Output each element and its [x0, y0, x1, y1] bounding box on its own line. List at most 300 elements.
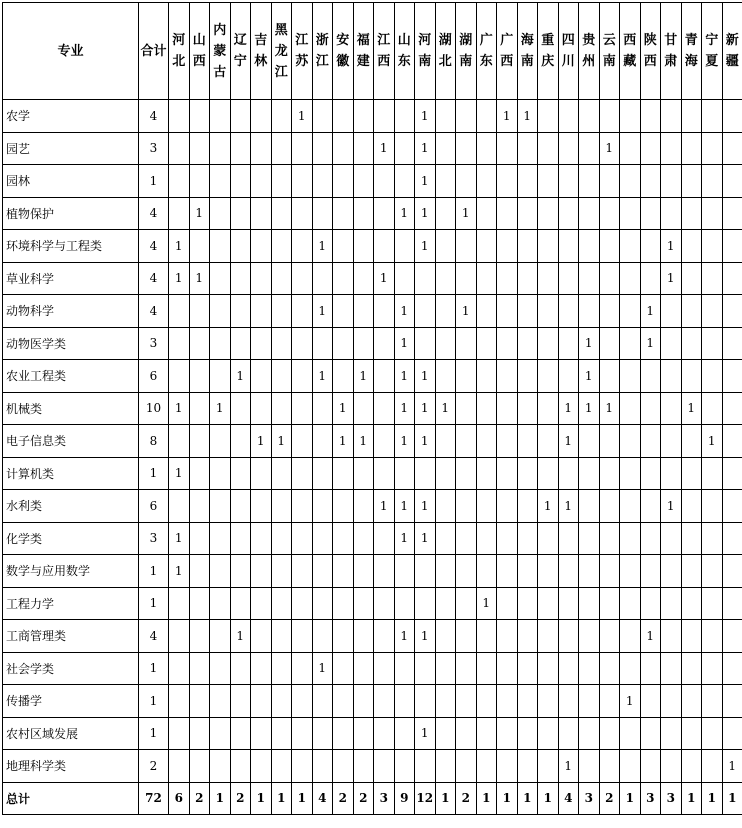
count-cell: [558, 165, 579, 198]
count-cell: [681, 717, 702, 750]
count-cell: [517, 262, 538, 295]
count-cell: [517, 587, 538, 620]
count-cell: [702, 230, 723, 263]
row-total: 6: [139, 360, 169, 393]
count-cell: [558, 100, 579, 133]
row-total: 1: [139, 717, 169, 750]
table-row: [3, 132, 742, 165]
count-cell: [517, 327, 538, 360]
count-cell: [312, 522, 333, 555]
count-cell: [333, 652, 354, 685]
count-cell: [579, 100, 600, 133]
count-cell: [599, 327, 620, 360]
table-row: [3, 555, 742, 588]
count-cell: [722, 132, 742, 165]
count-cell: [292, 230, 313, 263]
count-cell: [476, 425, 497, 458]
count-cell: [661, 165, 682, 198]
count-cell: [435, 132, 456, 165]
count-cell: 1: [661, 230, 682, 263]
count-cell: [251, 360, 272, 393]
count-cell: [230, 197, 251, 230]
count-cell: [169, 165, 190, 198]
count-cell: [599, 620, 620, 653]
count-cell: [620, 262, 641, 295]
count-cell: [456, 230, 477, 263]
count-cell: [435, 490, 456, 523]
row-total: 1: [139, 587, 169, 620]
table-row: [3, 197, 742, 230]
count-cell: 1: [394, 327, 415, 360]
count-cell: [312, 620, 333, 653]
row-total: 1: [139, 685, 169, 718]
count-cell: [640, 392, 661, 425]
count-cell: [415, 295, 436, 328]
header-province: 山东: [394, 3, 415, 100]
count-cell: [456, 490, 477, 523]
count-cell: [681, 490, 702, 523]
count-cell: [353, 652, 374, 685]
count-cell: [661, 132, 682, 165]
count-cell: 1: [435, 782, 456, 814]
count-cell: [579, 587, 600, 620]
count-cell: 1: [415, 522, 436, 555]
count-cell: [374, 327, 395, 360]
count-cell: [640, 132, 661, 165]
header-row: [3, 3, 742, 100]
count-cell: [620, 295, 641, 328]
count-cell: 9: [394, 782, 415, 814]
count-cell: 1: [681, 392, 702, 425]
table-row: [3, 425, 742, 458]
count-cell: [517, 620, 538, 653]
count-cell: [702, 522, 723, 555]
count-cell: [230, 685, 251, 718]
count-cell: [251, 295, 272, 328]
header-province: 新疆: [722, 3, 742, 100]
count-cell: [722, 555, 742, 588]
count-cell: [681, 750, 702, 783]
count-cell: [661, 685, 682, 718]
count-cell: [374, 522, 395, 555]
count-cell: 1: [169, 262, 190, 295]
count-cell: [661, 555, 682, 588]
count-cell: [169, 360, 190, 393]
count-cell: [292, 490, 313, 523]
count-cell: 1: [558, 392, 579, 425]
count-cell: [702, 100, 723, 133]
count-cell: [169, 327, 190, 360]
count-cell: [251, 717, 272, 750]
count-cell: [271, 555, 292, 588]
count-cell: [599, 295, 620, 328]
count-cell: [230, 165, 251, 198]
count-cell: [189, 685, 210, 718]
header-province: 广西: [497, 3, 518, 100]
count-cell: [169, 197, 190, 230]
count-cell: [456, 457, 477, 490]
count-cell: [538, 295, 559, 328]
count-cell: [599, 685, 620, 718]
count-cell: [640, 652, 661, 685]
count-cell: 3: [374, 782, 395, 814]
major-name: 园林: [3, 165, 139, 198]
count-cell: [189, 457, 210, 490]
count-cell: [394, 685, 415, 718]
count-cell: [722, 652, 742, 685]
row-total: 1: [139, 165, 169, 198]
count-cell: [415, 555, 436, 588]
count-cell: [271, 717, 292, 750]
count-cell: [599, 457, 620, 490]
count-cell: 1: [230, 360, 251, 393]
count-cell: 3: [579, 782, 600, 814]
count-cell: [189, 555, 210, 588]
count-cell: [681, 327, 702, 360]
count-cell: [456, 555, 477, 588]
major-name: 动物科学: [3, 295, 139, 328]
count-cell: 1: [558, 750, 579, 783]
count-cell: 1: [415, 360, 436, 393]
count-cell: [517, 295, 538, 328]
count-cell: [497, 392, 518, 425]
count-cell: [661, 620, 682, 653]
header-province: 浙江: [312, 3, 333, 100]
count-cell: [271, 392, 292, 425]
count-cell: [681, 555, 702, 588]
count-cell: [312, 262, 333, 295]
count-cell: [579, 685, 600, 718]
count-cell: [415, 262, 436, 295]
count-cell: [251, 100, 272, 133]
count-cell: 6: [169, 782, 190, 814]
count-cell: [579, 295, 600, 328]
count-cell: [271, 620, 292, 653]
row-total: 72: [139, 782, 169, 814]
table-row: [3, 262, 742, 295]
count-cell: [517, 685, 538, 718]
count-cell: [210, 457, 231, 490]
count-cell: [538, 197, 559, 230]
count-cell: [620, 717, 641, 750]
enrollment-table: [2, 2, 742, 815]
count-cell: [476, 360, 497, 393]
count-cell: [476, 555, 497, 588]
count-cell: [681, 457, 702, 490]
count-cell: 1: [333, 425, 354, 458]
count-cell: [435, 230, 456, 263]
row-total: 10: [139, 392, 169, 425]
count-cell: [497, 165, 518, 198]
count-cell: [456, 685, 477, 718]
count-cell: [681, 165, 702, 198]
count-cell: [579, 132, 600, 165]
table-row: [3, 587, 742, 620]
count-cell: [538, 587, 559, 620]
count-cell: [210, 490, 231, 523]
count-cell: [538, 327, 559, 360]
count-cell: [230, 555, 251, 588]
count-cell: [640, 555, 661, 588]
count-cell: [640, 360, 661, 393]
count-cell: [681, 587, 702, 620]
count-cell: [415, 685, 436, 718]
count-cell: [312, 750, 333, 783]
count-cell: [497, 490, 518, 523]
table-row: [3, 392, 742, 425]
count-cell: [599, 717, 620, 750]
count-cell: [271, 100, 292, 133]
count-cell: [210, 132, 231, 165]
count-cell: [230, 230, 251, 263]
count-cell: [579, 522, 600, 555]
count-cell: [681, 197, 702, 230]
count-cell: [620, 750, 641, 783]
count-cell: [558, 685, 579, 718]
major-name: 计算机类: [3, 457, 139, 490]
count-cell: 1: [333, 392, 354, 425]
count-cell: [538, 392, 559, 425]
count-cell: [210, 522, 231, 555]
count-cell: [476, 327, 497, 360]
count-cell: 1: [271, 425, 292, 458]
count-cell: 2: [456, 782, 477, 814]
count-cell: [722, 295, 742, 328]
count-cell: [497, 197, 518, 230]
count-cell: [292, 555, 313, 588]
count-cell: [722, 165, 742, 198]
count-cell: 1: [271, 782, 292, 814]
major-name: 草业科学: [3, 262, 139, 295]
count-cell: [271, 685, 292, 718]
count-cell: [456, 652, 477, 685]
header-total: 合计: [139, 3, 169, 100]
count-cell: [558, 717, 579, 750]
count-cell: [722, 522, 742, 555]
count-cell: [599, 262, 620, 295]
count-cell: 1: [640, 327, 661, 360]
count-cell: [702, 295, 723, 328]
count-cell: [435, 165, 456, 198]
count-cell: [661, 717, 682, 750]
count-cell: 1: [353, 360, 374, 393]
count-cell: 1: [558, 490, 579, 523]
count-cell: [312, 717, 333, 750]
count-cell: [374, 360, 395, 393]
count-cell: [169, 295, 190, 328]
count-cell: [702, 490, 723, 523]
table-row: [3, 100, 742, 133]
count-cell: 1: [251, 425, 272, 458]
count-cell: [476, 685, 497, 718]
count-cell: 1: [394, 197, 415, 230]
count-cell: [517, 522, 538, 555]
count-cell: 1: [456, 295, 477, 328]
count-cell: [189, 295, 210, 328]
count-cell: [435, 327, 456, 360]
count-cell: [251, 620, 272, 653]
count-cell: [456, 132, 477, 165]
count-cell: [189, 652, 210, 685]
count-cell: [333, 197, 354, 230]
count-cell: [189, 522, 210, 555]
count-cell: [353, 392, 374, 425]
major-name: 工商管理类: [3, 620, 139, 653]
table-body: [3, 100, 742, 815]
count-cell: [497, 717, 518, 750]
count-cell: [538, 132, 559, 165]
count-cell: [353, 165, 374, 198]
count-cell: 1: [640, 295, 661, 328]
count-cell: [210, 230, 231, 263]
count-cell: [558, 555, 579, 588]
count-cell: [210, 587, 231, 620]
count-cell: [497, 295, 518, 328]
count-cell: [702, 132, 723, 165]
major-name: 总计: [3, 782, 139, 814]
count-cell: 1: [620, 782, 641, 814]
count-cell: [333, 327, 354, 360]
count-cell: [620, 100, 641, 133]
count-cell: [435, 457, 456, 490]
count-cell: [271, 587, 292, 620]
row-total: 4: [139, 262, 169, 295]
count-cell: [251, 750, 272, 783]
count-cell: [210, 652, 231, 685]
count-cell: [517, 392, 538, 425]
count-cell: [476, 652, 497, 685]
count-cell: [251, 490, 272, 523]
count-cell: [189, 750, 210, 783]
count-cell: [640, 750, 661, 783]
count-cell: 1: [456, 197, 477, 230]
row-total: 3: [139, 132, 169, 165]
count-cell: [558, 197, 579, 230]
count-cell: [599, 652, 620, 685]
count-cell: [333, 685, 354, 718]
count-cell: [476, 717, 497, 750]
count-cell: [435, 425, 456, 458]
count-cell: 1: [374, 490, 395, 523]
count-cell: [497, 327, 518, 360]
count-cell: [435, 652, 456, 685]
count-cell: [169, 717, 190, 750]
row-total: 1: [139, 457, 169, 490]
count-cell: [292, 132, 313, 165]
count-cell: [374, 717, 395, 750]
count-cell: [722, 230, 742, 263]
count-cell: 1: [394, 490, 415, 523]
major-name: 传播学: [3, 685, 139, 718]
count-cell: [210, 555, 231, 588]
major-name: 农村区域发展: [3, 717, 139, 750]
count-cell: [640, 457, 661, 490]
count-cell: [497, 587, 518, 620]
row-total: 1: [139, 652, 169, 685]
count-cell: [681, 685, 702, 718]
count-cell: [538, 100, 559, 133]
count-cell: [169, 587, 190, 620]
count-cell: [538, 230, 559, 263]
major-name: 农业工程类: [3, 360, 139, 393]
count-cell: [599, 555, 620, 588]
table-row: [3, 360, 742, 393]
count-cell: [456, 100, 477, 133]
count-cell: [558, 620, 579, 653]
table-row: [3, 652, 742, 685]
count-cell: [497, 132, 518, 165]
header-province: 福建: [353, 3, 374, 100]
count-cell: [333, 522, 354, 555]
count-cell: [722, 360, 742, 393]
count-cell: 1: [620, 685, 641, 718]
count-cell: [210, 717, 231, 750]
count-cell: [620, 652, 641, 685]
count-cell: [456, 587, 477, 620]
header-province: 甘肃: [661, 3, 682, 100]
count-cell: [599, 750, 620, 783]
count-cell: [538, 522, 559, 555]
count-cell: [476, 490, 497, 523]
count-cell: [415, 327, 436, 360]
row-total: 6: [139, 490, 169, 523]
count-cell: [435, 587, 456, 620]
count-cell: [251, 587, 272, 620]
count-cell: 1: [435, 392, 456, 425]
count-cell: [333, 457, 354, 490]
count-cell: 1: [538, 490, 559, 523]
count-cell: [681, 295, 702, 328]
count-cell: [681, 132, 702, 165]
count-cell: [620, 360, 641, 393]
count-cell: [251, 165, 272, 198]
count-cell: [333, 490, 354, 523]
count-cell: [394, 717, 415, 750]
count-cell: [702, 750, 723, 783]
major-name: 水利类: [3, 490, 139, 523]
count-cell: 1: [312, 295, 333, 328]
count-cell: [497, 555, 518, 588]
count-cell: [476, 295, 497, 328]
count-cell: [558, 360, 579, 393]
count-cell: [579, 230, 600, 263]
header-province: 黑龙江: [271, 3, 292, 100]
count-cell: [189, 425, 210, 458]
count-cell: [599, 587, 620, 620]
count-cell: [230, 490, 251, 523]
count-cell: [333, 360, 354, 393]
count-cell: [292, 620, 313, 653]
count-cell: [251, 262, 272, 295]
count-cell: [210, 100, 231, 133]
count-cell: [251, 652, 272, 685]
count-cell: 1: [415, 620, 436, 653]
count-cell: [435, 100, 456, 133]
count-cell: [251, 327, 272, 360]
count-cell: [517, 717, 538, 750]
count-cell: [312, 555, 333, 588]
count-cell: [353, 262, 374, 295]
count-cell: [169, 132, 190, 165]
count-cell: [292, 652, 313, 685]
count-cell: [189, 717, 210, 750]
count-cell: [599, 522, 620, 555]
header-province: 江苏: [292, 3, 313, 100]
count-cell: [722, 717, 742, 750]
count-cell: [517, 750, 538, 783]
count-cell: [702, 717, 723, 750]
count-cell: 1: [702, 425, 723, 458]
